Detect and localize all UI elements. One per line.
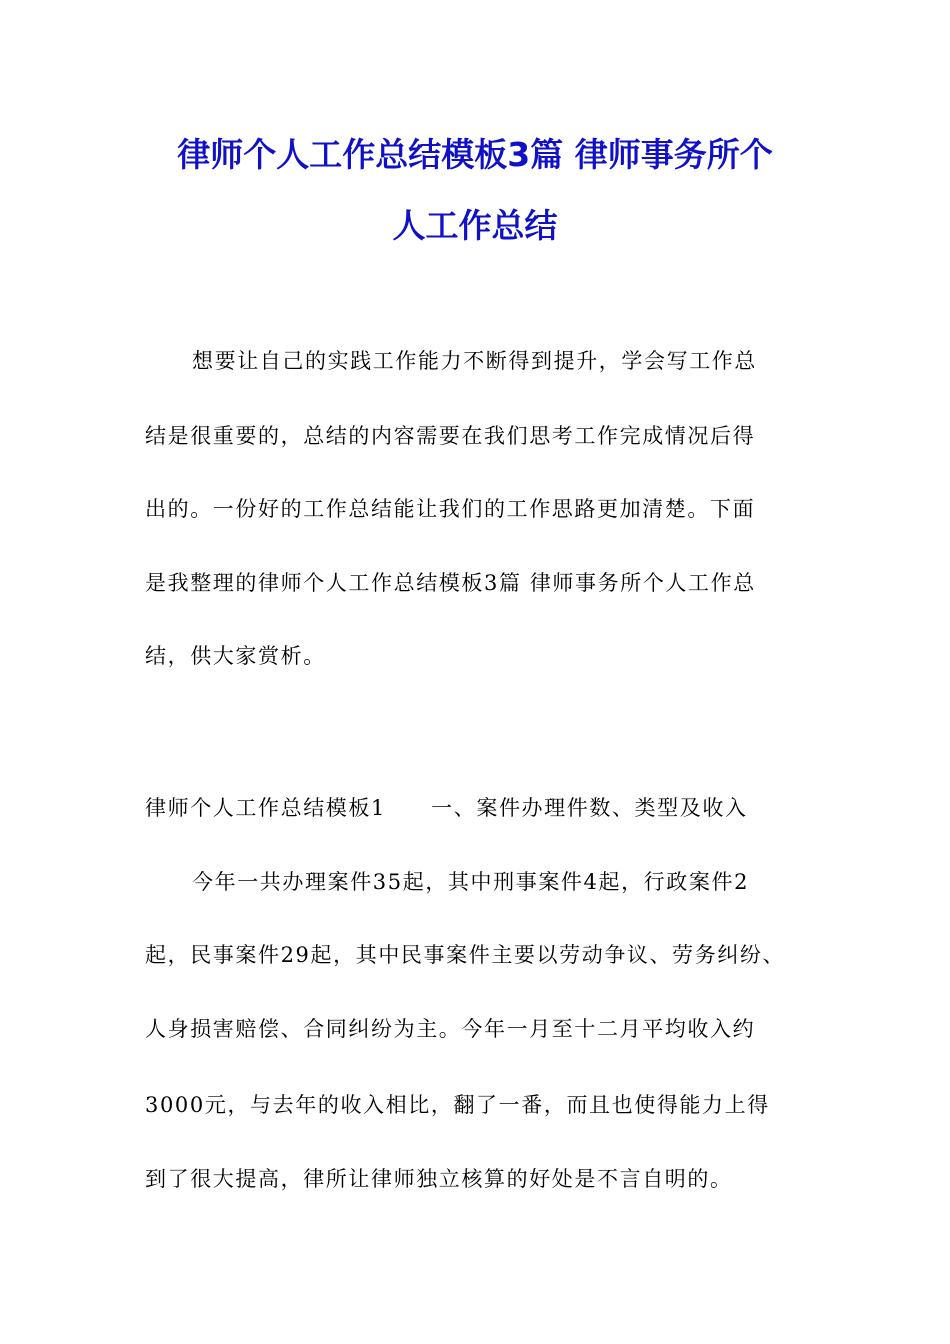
body-paragraph-line-1: 今年一共办理案件35起，其中刑事案件4起，行政案件2 xyxy=(192,870,750,894)
intro-paragraph-line-5: 结，供大家赏析。 xyxy=(145,644,326,668)
body-paragraph-line-4: 3000元，与去年的收入相比，翻了一番，而且也使得能力上得 xyxy=(145,1093,770,1117)
section-heading: 律师个人工作总结模板1 一、案件办理件数、类型及收入 xyxy=(145,796,748,820)
intro-paragraph-line-3: 出的。一份好的工作总结能让我们的工作思路更加清楚。下面 xyxy=(145,497,756,521)
intro-paragraph-line-4: 是我整理的律师个人工作总结模板3篇 律师事务所个人工作总 xyxy=(145,571,756,595)
body-paragraph-line-2: 起，民事案件29起，其中民事案件主要以劳动争议、劳务纠纷、 xyxy=(145,943,786,967)
document-title-line-2: 人工作总结 xyxy=(392,206,558,245)
intro-paragraph-line-2: 结是很重要的，总结的内容需要在我们思考工作完成情况后得 xyxy=(145,424,756,448)
document-title-line-1: 律师个人工作总结模板3篇 律师事务所个 xyxy=(177,135,773,174)
intro-paragraph-line-1: 想要让自己的实践工作能力不断得到提升，学会写工作总 xyxy=(192,349,757,373)
body-paragraph-line-3: 人身损害赔偿、合同纠纷为主。今年一月至十二月平均收入约 xyxy=(145,1017,756,1041)
body-paragraph-line-5: 到了很大提高，律所让律师独立核算的好处是不言自明的。 xyxy=(145,1167,733,1191)
